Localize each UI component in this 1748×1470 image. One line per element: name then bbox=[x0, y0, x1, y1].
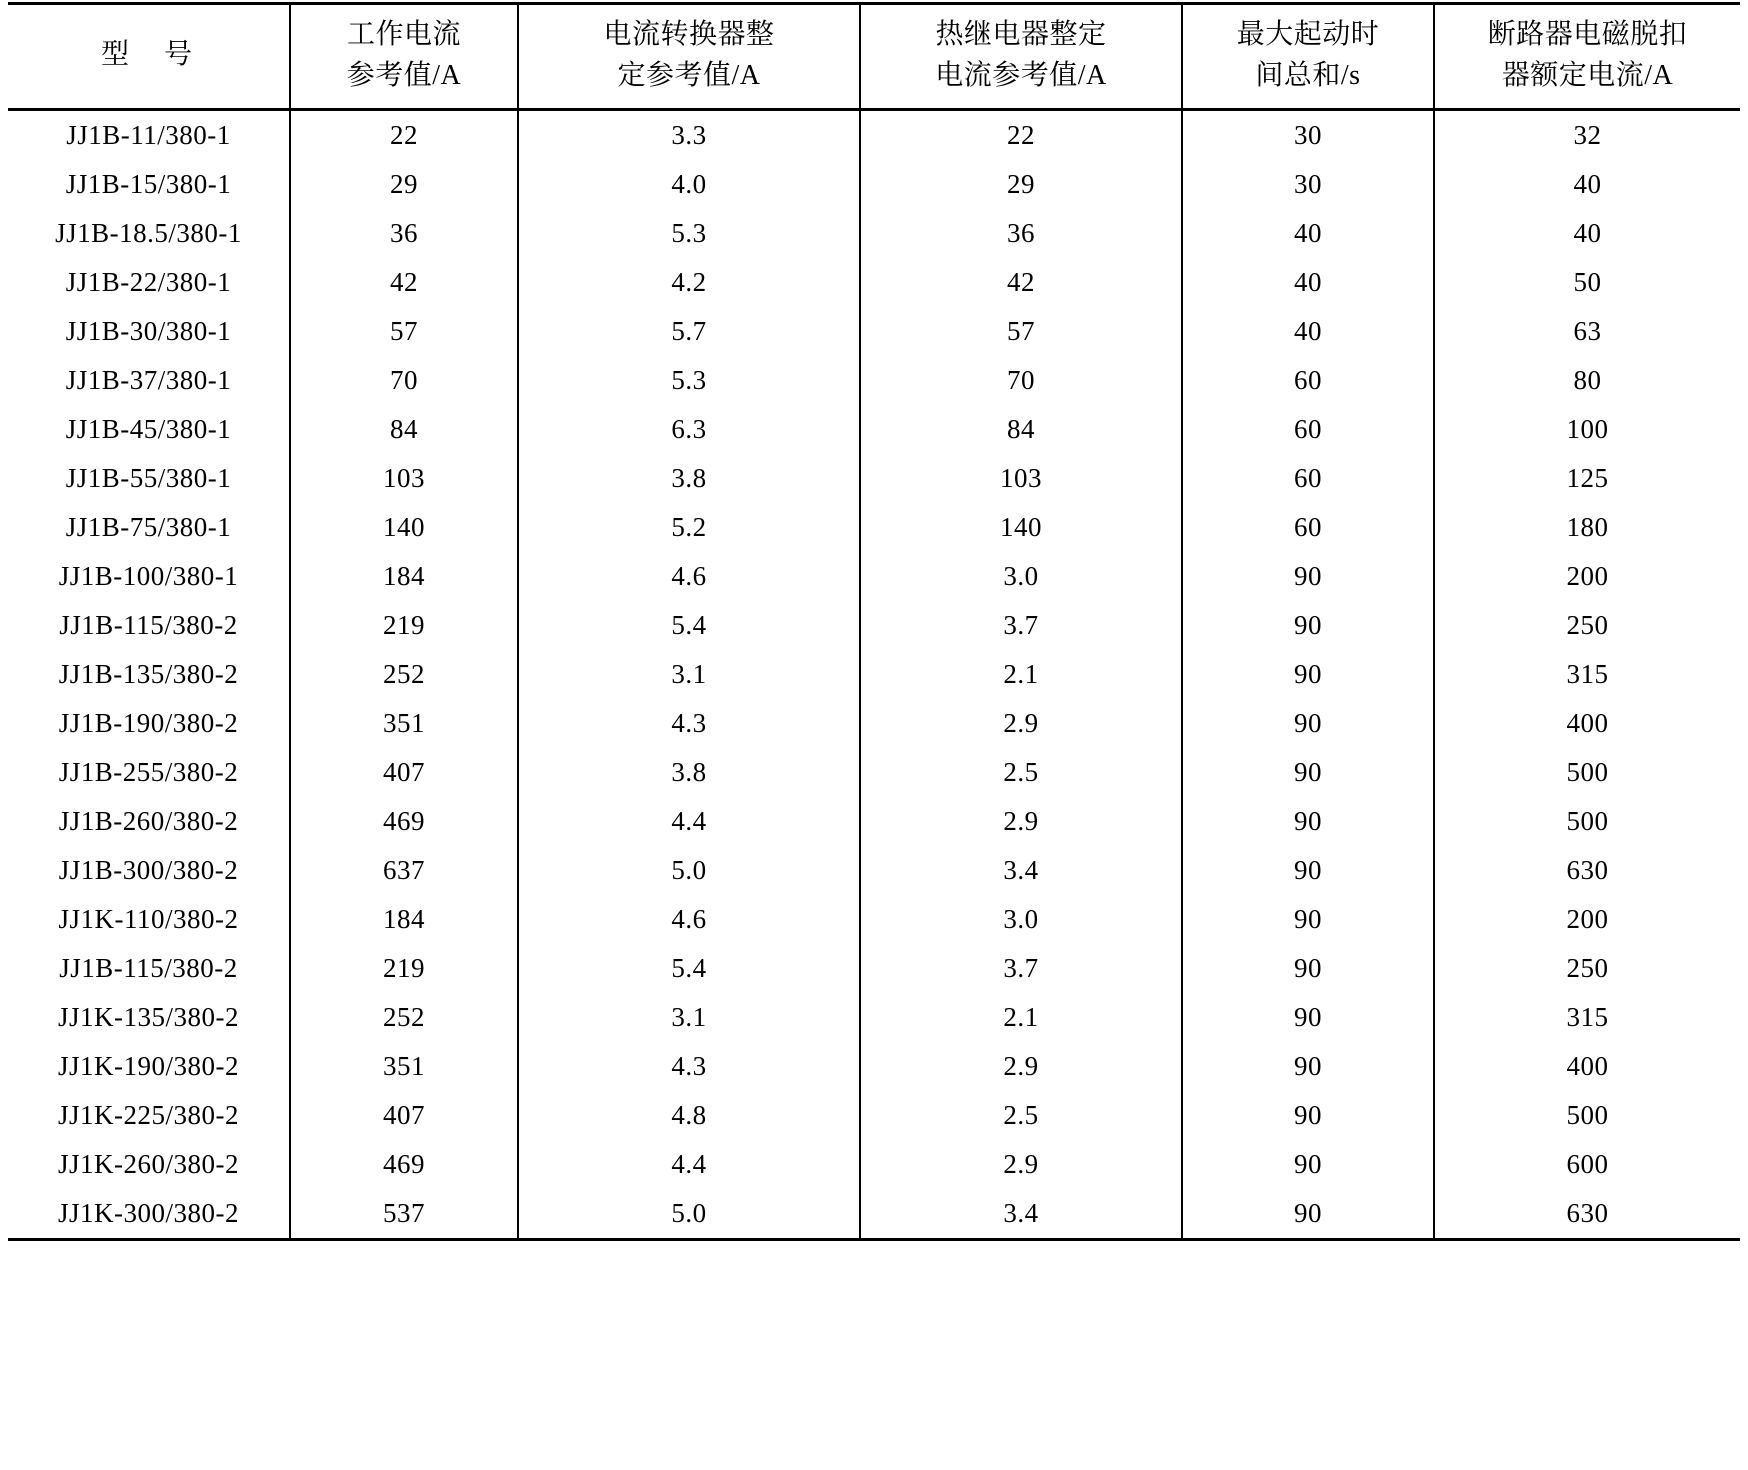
value-cell-1: 407 bbox=[290, 1091, 518, 1140]
model-cell: JJ1B-11/380-1 bbox=[8, 110, 290, 161]
model-cell: JJ1B-190/380-2 bbox=[8, 699, 290, 748]
table-row bbox=[8, 993, 1740, 1042]
value-cell-5: 100 bbox=[1434, 405, 1740, 454]
value-cell-1: 70 bbox=[290, 356, 518, 405]
value-cell-3: 2.9 bbox=[860, 797, 1182, 846]
value-cell-3: 2.1 bbox=[860, 650, 1182, 699]
value-cell-1: 140 bbox=[290, 503, 518, 552]
value-cell-4: 90 bbox=[1182, 944, 1434, 993]
value-cell-2: 6.3 bbox=[518, 405, 860, 454]
value-cell-2: 4.4 bbox=[518, 797, 860, 846]
value-cell-2: 3.3 bbox=[518, 110, 860, 161]
value-cell-3: 29 bbox=[860, 160, 1182, 209]
value-cell-1: 184 bbox=[290, 552, 518, 601]
value-cell-2: 5.0 bbox=[518, 1189, 860, 1240]
value-cell-1: 29 bbox=[290, 160, 518, 209]
value-cell-5: 180 bbox=[1434, 503, 1740, 552]
value-cell-2: 5.7 bbox=[518, 307, 860, 356]
value-cell-3: 3.0 bbox=[860, 552, 1182, 601]
value-cell-3: 3.4 bbox=[860, 846, 1182, 895]
value-cell-3: 3.0 bbox=[860, 895, 1182, 944]
column-header-1 bbox=[290, 4, 518, 110]
value-cell-3: 36 bbox=[860, 209, 1182, 258]
value-cell-1: 184 bbox=[290, 895, 518, 944]
value-cell-5: 63 bbox=[1434, 307, 1740, 356]
value-cell-2: 4.8 bbox=[518, 1091, 860, 1140]
value-cell-1: 407 bbox=[290, 748, 518, 797]
model-cell: JJ1B-75/380-1 bbox=[8, 503, 290, 552]
value-cell-5: 40 bbox=[1434, 160, 1740, 209]
value-cell-1: 252 bbox=[290, 993, 518, 1042]
value-cell-5: 500 bbox=[1434, 748, 1740, 797]
value-cell-4: 40 bbox=[1182, 307, 1434, 356]
column-header-3-line-1: 电流参考值/A bbox=[935, 59, 1107, 91]
value-cell-5: 500 bbox=[1434, 797, 1740, 846]
table-row bbox=[8, 307, 1740, 356]
value-cell-4: 60 bbox=[1182, 503, 1434, 552]
value-cell-5: 250 bbox=[1434, 601, 1740, 650]
value-cell-5: 500 bbox=[1434, 1091, 1740, 1140]
value-cell-4: 30 bbox=[1182, 110, 1434, 161]
model-cell: JJ1K-260/380-2 bbox=[8, 1140, 290, 1189]
model-cell: JJ1K-110/380-2 bbox=[8, 895, 290, 944]
value-cell-2: 3.1 bbox=[518, 650, 860, 699]
model-cell: JJ1B-15/380-1 bbox=[8, 160, 290, 209]
value-cell-4: 60 bbox=[1182, 405, 1434, 454]
value-cell-4: 90 bbox=[1182, 1042, 1434, 1091]
value-cell-1: 103 bbox=[290, 454, 518, 503]
column-header-3-line-0: 热继电器整定 bbox=[935, 19, 1107, 50]
model-cell: JJ1B-100/380-1 bbox=[8, 552, 290, 601]
table-row bbox=[8, 1042, 1740, 1091]
value-cell-3: 22 bbox=[860, 110, 1182, 161]
value-cell-1: 57 bbox=[290, 307, 518, 356]
value-cell-5: 32 bbox=[1434, 110, 1740, 161]
value-cell-1: 469 bbox=[290, 797, 518, 846]
value-cell-2: 4.0 bbox=[518, 160, 860, 209]
value-cell-5: 40 bbox=[1434, 209, 1740, 258]
column-header-4-line-0: 最大起动时 bbox=[1236, 19, 1380, 50]
value-cell-2: 3.8 bbox=[518, 748, 860, 797]
model-cell: JJ1B-45/380-1 bbox=[8, 405, 290, 454]
value-cell-5: 630 bbox=[1434, 846, 1740, 895]
model-cell: JJ1B-260/380-2 bbox=[8, 797, 290, 846]
table-row bbox=[8, 1140, 1740, 1189]
model-cell: JJ1B-135/380-2 bbox=[8, 650, 290, 699]
value-cell-4: 60 bbox=[1182, 356, 1434, 405]
value-cell-2: 3.1 bbox=[518, 993, 860, 1042]
column-header-3 bbox=[860, 4, 1182, 110]
column-header-0 bbox=[8, 4, 290, 110]
value-cell-5: 80 bbox=[1434, 356, 1740, 405]
table-row bbox=[8, 797, 1740, 846]
value-cell-5: 315 bbox=[1434, 650, 1740, 699]
value-cell-2: 3.8 bbox=[518, 454, 860, 503]
table-row bbox=[8, 110, 1740, 161]
value-cell-5: 50 bbox=[1434, 258, 1740, 307]
value-cell-4: 90 bbox=[1182, 993, 1434, 1042]
value-cell-4: 90 bbox=[1182, 895, 1434, 944]
value-cell-2: 5.2 bbox=[518, 503, 860, 552]
table-row bbox=[8, 258, 1740, 307]
table-row bbox=[8, 1189, 1740, 1240]
value-cell-2: 5.3 bbox=[518, 356, 860, 405]
column-header-5 bbox=[1434, 4, 1740, 110]
value-cell-3: 2.9 bbox=[860, 1140, 1182, 1189]
value-cell-3: 42 bbox=[860, 258, 1182, 307]
table-row bbox=[8, 699, 1740, 748]
model-cell: JJ1B-55/380-1 bbox=[8, 454, 290, 503]
value-cell-3: 140 bbox=[860, 503, 1182, 552]
value-cell-3: 2.5 bbox=[860, 1091, 1182, 1140]
table-row bbox=[8, 454, 1740, 503]
table-row bbox=[8, 846, 1740, 895]
value-cell-2: 4.3 bbox=[518, 1042, 860, 1091]
column-header-5-line-1: 器额定电流/A bbox=[1501, 59, 1674, 91]
value-cell-1: 351 bbox=[290, 699, 518, 748]
value-cell-1: 252 bbox=[290, 650, 518, 699]
value-cell-1: 637 bbox=[290, 846, 518, 895]
value-cell-4: 60 bbox=[1182, 454, 1434, 503]
value-cell-4: 30 bbox=[1182, 160, 1434, 209]
value-cell-5: 400 bbox=[1434, 1042, 1740, 1091]
column-header-4 bbox=[1182, 4, 1434, 110]
table-row bbox=[8, 1091, 1740, 1140]
value-cell-1: 219 bbox=[290, 601, 518, 650]
value-cell-2: 4.6 bbox=[518, 895, 860, 944]
value-cell-1: 36 bbox=[290, 209, 518, 258]
table-body bbox=[8, 110, 1740, 1240]
model-cell: JJ1B-37/380-1 bbox=[8, 356, 290, 405]
value-cell-2: 5.3 bbox=[518, 209, 860, 258]
table-row bbox=[8, 503, 1740, 552]
value-cell-5: 400 bbox=[1434, 699, 1740, 748]
value-cell-2: 5.0 bbox=[518, 846, 860, 895]
value-cell-2: 4.6 bbox=[518, 552, 860, 601]
value-cell-5: 200 bbox=[1434, 552, 1740, 601]
column-header-1-line-0: 工作电流 bbox=[346, 19, 461, 50]
value-cell-2: 4.2 bbox=[518, 258, 860, 307]
value-cell-5: 125 bbox=[1434, 454, 1740, 503]
model-cell: JJ1B-22/380-1 bbox=[8, 258, 290, 307]
value-cell-4: 90 bbox=[1182, 846, 1434, 895]
table-header-row bbox=[8, 4, 1740, 110]
value-cell-3: 84 bbox=[860, 405, 1182, 454]
column-header-2-line-1: 定参考值/A bbox=[617, 59, 761, 91]
column-header-4-line-1: 间总和/s bbox=[1255, 59, 1361, 91]
value-cell-4: 90 bbox=[1182, 650, 1434, 699]
column-header-2-line-0: 电流转换器整 bbox=[603, 19, 775, 50]
value-cell-1: 84 bbox=[290, 405, 518, 454]
model-cell: JJ1B-115/380-2 bbox=[8, 601, 290, 650]
table-row bbox=[8, 895, 1740, 944]
model-cell: JJ1B-255/380-2 bbox=[8, 748, 290, 797]
value-cell-1: 219 bbox=[290, 944, 518, 993]
value-cell-3: 3.7 bbox=[860, 601, 1182, 650]
column-header-1-line-1: 参考值/A bbox=[346, 59, 462, 91]
table-row bbox=[8, 650, 1740, 699]
value-cell-3: 2.1 bbox=[860, 993, 1182, 1042]
value-cell-2: 5.4 bbox=[518, 944, 860, 993]
value-cell-5: 315 bbox=[1434, 993, 1740, 1042]
value-cell-4: 90 bbox=[1182, 1091, 1434, 1140]
value-cell-4: 90 bbox=[1182, 1140, 1434, 1189]
model-cell: JJ1K-225/380-2 bbox=[8, 1091, 290, 1140]
value-cell-3: 2.9 bbox=[860, 1042, 1182, 1091]
value-cell-2: 4.3 bbox=[518, 699, 860, 748]
value-cell-4: 40 bbox=[1182, 258, 1434, 307]
value-cell-5: 250 bbox=[1434, 944, 1740, 993]
value-cell-3: 2.9 bbox=[860, 699, 1182, 748]
table-row bbox=[8, 209, 1740, 258]
table-row bbox=[8, 160, 1740, 209]
model-cell: JJ1B-18.5/380-1 bbox=[8, 209, 290, 258]
specification-table bbox=[8, 2, 1740, 1241]
model-cell: JJ1B-115/380-2 bbox=[8, 944, 290, 993]
value-cell-1: 22 bbox=[290, 110, 518, 161]
value-cell-5: 630 bbox=[1434, 1189, 1740, 1240]
value-cell-3: 2.5 bbox=[860, 748, 1182, 797]
value-cell-3: 3.7 bbox=[860, 944, 1182, 993]
value-cell-5: 600 bbox=[1434, 1140, 1740, 1189]
value-cell-4: 40 bbox=[1182, 209, 1434, 258]
value-cell-1: 351 bbox=[290, 1042, 518, 1091]
value-cell-5: 200 bbox=[1434, 895, 1740, 944]
value-cell-3: 3.4 bbox=[860, 1189, 1182, 1240]
value-cell-2: 4.4 bbox=[518, 1140, 860, 1189]
table-row bbox=[8, 405, 1740, 454]
table-row bbox=[8, 944, 1740, 993]
model-cell: JJ1K-190/380-2 bbox=[8, 1042, 290, 1091]
model-cell: JJ1K-135/380-2 bbox=[8, 993, 290, 1042]
table-row bbox=[8, 552, 1740, 601]
value-cell-1: 42 bbox=[290, 258, 518, 307]
value-cell-2: 5.4 bbox=[518, 601, 860, 650]
value-cell-4: 90 bbox=[1182, 1189, 1434, 1240]
value-cell-3: 70 bbox=[860, 356, 1182, 405]
table-header bbox=[8, 4, 1740, 110]
value-cell-4: 90 bbox=[1182, 748, 1434, 797]
table-row bbox=[8, 356, 1740, 405]
value-cell-3: 103 bbox=[860, 454, 1182, 503]
model-cell: JJ1B-30/380-1 bbox=[8, 307, 290, 356]
value-cell-3: 57 bbox=[860, 307, 1182, 356]
value-cell-4: 90 bbox=[1182, 552, 1434, 601]
column-header-0-line-0: 型 号 bbox=[100, 39, 206, 71]
column-header-2 bbox=[518, 4, 860, 110]
model-cell: JJ1K-300/380-2 bbox=[8, 1189, 290, 1240]
value-cell-4: 90 bbox=[1182, 699, 1434, 748]
table-row bbox=[8, 748, 1740, 797]
column-header-5-line-0: 断路器电磁脱扣 bbox=[1487, 19, 1688, 50]
model-cell: JJ1B-300/380-2 bbox=[8, 846, 290, 895]
value-cell-4: 90 bbox=[1182, 601, 1434, 650]
value-cell-1: 537 bbox=[290, 1189, 518, 1240]
value-cell-4: 90 bbox=[1182, 797, 1434, 846]
value-cell-1: 469 bbox=[290, 1140, 518, 1189]
table-row bbox=[8, 601, 1740, 650]
